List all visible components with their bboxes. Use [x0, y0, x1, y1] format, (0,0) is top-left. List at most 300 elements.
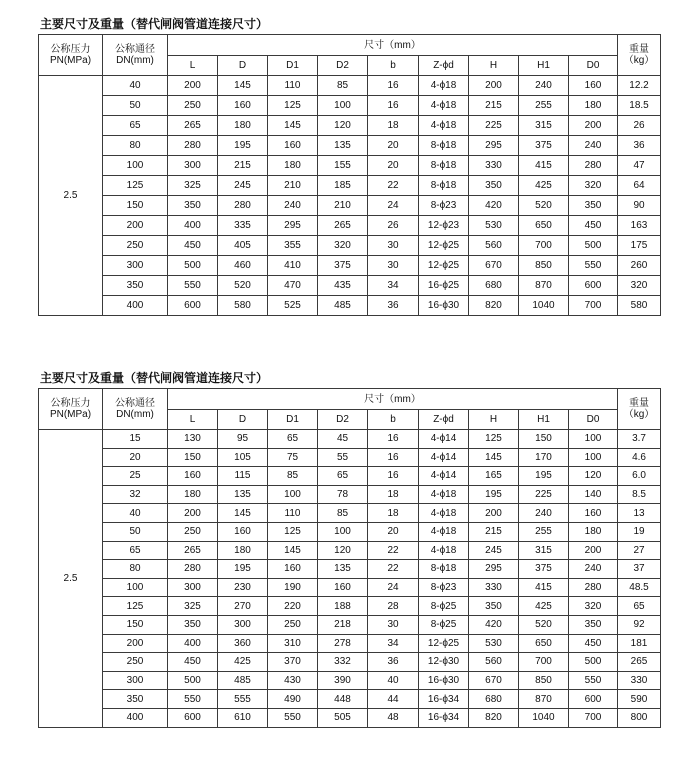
dimension-cell: 265	[318, 216, 368, 236]
dimension-cell: 550	[569, 671, 618, 690]
dimension-cell: 135	[318, 560, 368, 579]
dn-value: 400	[103, 708, 168, 727]
table-row	[39, 634, 661, 653]
dimension-cell: 200	[168, 504, 218, 523]
dimension-cell: 125	[268, 96, 318, 116]
pn-value: 2.5	[39, 76, 103, 316]
dimension-cell: 135	[318, 136, 368, 156]
dimension-cell: 425	[218, 653, 268, 672]
dimension-cell: 100	[569, 430, 618, 449]
col-header: D0	[569, 56, 618, 76]
dimension-cell: 180	[168, 485, 218, 504]
dn-value: 65	[103, 116, 168, 136]
weight-value: 8.5	[618, 485, 661, 504]
dimension-cell: 145	[469, 448, 519, 467]
table-row	[39, 216, 661, 236]
dimension-cell: 210	[318, 196, 368, 216]
dimension-cell: 8-ϕ18	[419, 560, 469, 579]
dimension-cell: 375	[318, 256, 368, 276]
dimension-cell: 65	[268, 430, 318, 449]
table-row	[39, 76, 661, 96]
dn-value: 350	[103, 690, 168, 709]
dimension-cell: 670	[469, 671, 519, 690]
dimension-cell: 22	[368, 560, 419, 579]
dimension-cell: 4-ϕ18	[419, 76, 469, 96]
dimension-cell: 160	[168, 467, 218, 486]
dimension-cell: 4-ϕ18	[419, 96, 469, 116]
dimension-cell: 185	[318, 176, 368, 196]
dimension-cell: 200	[469, 76, 519, 96]
dn-value: 20	[103, 448, 168, 467]
dn-value: 125	[103, 176, 168, 196]
dimension-cell: 160	[268, 560, 318, 579]
dimension-cell: 110	[268, 76, 318, 96]
dimension-cell: 240	[268, 196, 318, 216]
dimension-cell: 4-ϕ18	[419, 116, 469, 136]
dimension-cell: 550	[569, 256, 618, 276]
dimension-cell: 415	[519, 578, 569, 597]
dimension-cell: 160	[218, 96, 268, 116]
dimension-cell: 300	[168, 156, 218, 176]
dimension-cell: 125	[469, 430, 519, 449]
dimension-cell: 4-ϕ14	[419, 448, 469, 467]
dimension-cell: 150	[168, 448, 218, 467]
dimension-cell: 245	[218, 176, 268, 196]
spec-section-1	[38, 14, 662, 316]
weight-value: 26	[618, 116, 661, 136]
dimension-cell: 18	[368, 504, 419, 523]
dimension-cell: 1040	[519, 296, 569, 316]
dn-value: 15	[103, 430, 168, 449]
dimension-cell: 325	[168, 176, 218, 196]
table-row	[39, 276, 661, 296]
weight-value: 580	[618, 296, 661, 316]
dimension-cell: 295	[469, 136, 519, 156]
dimension-cell: 85	[318, 504, 368, 523]
dimension-cell: 430	[268, 671, 318, 690]
table-row	[39, 615, 661, 634]
dimension-cell: 250	[168, 96, 218, 116]
dn-value: 250	[103, 236, 168, 256]
table-row	[39, 504, 661, 523]
weight-value: 64	[618, 176, 661, 196]
dimension-cell: 120	[318, 541, 368, 560]
dimension-cell: 550	[168, 690, 218, 709]
dimension-cell: 18	[368, 116, 419, 136]
dimension-cell: 350	[168, 196, 218, 216]
spec-section-2	[38, 368, 662, 728]
dimension-cell: 12-ϕ30	[419, 653, 469, 672]
dn-value: 50	[103, 96, 168, 116]
weight-value: 47	[618, 156, 661, 176]
weight-value: 175	[618, 236, 661, 256]
size-header: 尺寸（mm）	[168, 389, 618, 410]
weight-value: 92	[618, 615, 661, 634]
dimension-cell: 8-ϕ23	[419, 196, 469, 216]
weight-header: 重量 （kg）	[618, 389, 661, 430]
dimension-cell: 195	[218, 560, 268, 579]
dimension-cell: 670	[469, 256, 519, 276]
col-header: b	[368, 56, 419, 76]
dimension-cell: 36	[368, 296, 419, 316]
weight-value: 13	[618, 504, 661, 523]
col-header: Z-ϕd	[419, 410, 469, 430]
dimension-cell: 16	[368, 96, 419, 116]
col-header: H1	[519, 56, 569, 76]
dimension-cell: 370	[268, 653, 318, 672]
weight-value: 48.5	[618, 578, 661, 597]
table-row	[39, 522, 661, 541]
col-header: L	[168, 56, 218, 76]
dimension-cell: 560	[469, 653, 519, 672]
dimension-cell: 600	[569, 690, 618, 709]
dimension-cell: 870	[519, 276, 569, 296]
table-row	[39, 196, 661, 216]
dimension-cell: 225	[519, 485, 569, 504]
col-header: Z-ϕd	[419, 56, 469, 76]
dimension-cell: 188	[318, 597, 368, 616]
dimension-cell: 24	[368, 196, 419, 216]
dimension-cell: 280	[218, 196, 268, 216]
weight-value: 330	[618, 671, 661, 690]
dimension-cell: 100	[569, 448, 618, 467]
dimension-cell: 120	[318, 116, 368, 136]
dimension-cell: 520	[519, 615, 569, 634]
dimension-cell: 450	[569, 216, 618, 236]
dimension-cell: 560	[469, 236, 519, 256]
dimension-cell: 500	[168, 671, 218, 690]
dimension-cell: 12-ϕ25	[419, 256, 469, 276]
weight-value: 181	[618, 634, 661, 653]
weight-value: 27	[618, 541, 661, 560]
dimension-cell: 820	[469, 708, 519, 727]
dimension-cell: 100	[318, 96, 368, 116]
dimension-cell: 45	[318, 430, 368, 449]
dimension-cell: 16-ϕ34	[419, 690, 469, 709]
col-header: L	[168, 410, 218, 430]
dimension-cell: 332	[318, 653, 368, 672]
col-header: H	[469, 56, 519, 76]
dimension-cell: 140	[569, 485, 618, 504]
dimension-cell: 225	[469, 116, 519, 136]
dimension-cell: 4-ϕ14	[419, 430, 469, 449]
dimension-cell: 22	[368, 541, 419, 560]
dimension-cell: 400	[168, 216, 218, 236]
dimension-cell: 165	[469, 467, 519, 486]
dn-value: 300	[103, 671, 168, 690]
dimension-cell: 390	[318, 671, 368, 690]
dimension-cell: 300	[218, 615, 268, 634]
dimension-cell: 435	[318, 276, 368, 296]
dimension-cell: 8-ϕ18	[419, 156, 469, 176]
dimension-cell: 650	[519, 634, 569, 653]
dimension-cell: 450	[569, 634, 618, 653]
dimension-cell: 850	[519, 256, 569, 276]
table-row	[39, 448, 661, 467]
dimension-cell: 485	[318, 296, 368, 316]
dimension-cell: 145	[218, 504, 268, 523]
col-header: D2	[318, 410, 368, 430]
dimension-cell: 255	[519, 96, 569, 116]
dimension-cell: 34	[368, 634, 419, 653]
table-row	[39, 560, 661, 579]
dimension-cell: 218	[318, 615, 368, 634]
dimension-cell: 250	[168, 522, 218, 541]
dimension-cell: 210	[268, 176, 318, 196]
dimension-cell: 310	[268, 634, 318, 653]
dimension-cell: 280	[569, 156, 618, 176]
dn-value: 300	[103, 256, 168, 276]
dn-value: 350	[103, 276, 168, 296]
dimension-cell: 4-ϕ18	[419, 541, 469, 560]
dimension-cell: 160	[268, 136, 318, 156]
dimension-cell: 4-ϕ18	[419, 485, 469, 504]
col-header: D2	[318, 56, 368, 76]
dimension-cell: 1040	[519, 708, 569, 727]
dimension-cell: 525	[268, 296, 318, 316]
dimension-cell: 12-ϕ25	[419, 634, 469, 653]
dn-value: 200	[103, 216, 168, 236]
pn-value: 2.5	[39, 430, 103, 728]
dimension-cell: 20	[368, 156, 419, 176]
dimension-cell: 125	[268, 522, 318, 541]
dimension-cell: 65	[318, 467, 368, 486]
dimension-cell: 160	[318, 578, 368, 597]
dimension-cell: 180	[569, 522, 618, 541]
dimension-cell: 110	[268, 504, 318, 523]
dimension-cell: 315	[519, 541, 569, 560]
dn-value: 40	[103, 76, 168, 96]
table-row	[39, 690, 661, 709]
dimension-cell: 145	[268, 541, 318, 560]
dimension-cell: 200	[569, 541, 618, 560]
dimension-cell: 450	[168, 653, 218, 672]
dimension-cell: 115	[218, 467, 268, 486]
weight-value: 320	[618, 276, 661, 296]
dimension-cell: 195	[218, 136, 268, 156]
dn-value: 25	[103, 467, 168, 486]
dimension-cell: 700	[569, 708, 618, 727]
weight-value: 163	[618, 216, 661, 236]
dimension-cell: 485	[218, 671, 268, 690]
dimension-cell: 295	[469, 560, 519, 579]
dimension-cell: 500	[168, 256, 218, 276]
table-row	[39, 597, 661, 616]
dimension-cell: 330	[469, 578, 519, 597]
dimension-cell: 120	[569, 467, 618, 486]
dimension-cell: 520	[519, 196, 569, 216]
dimension-cell: 265	[168, 116, 218, 136]
dimension-cell: 375	[519, 560, 569, 579]
table-row	[39, 136, 661, 156]
dimension-cell: 850	[519, 671, 569, 690]
dn-value: 200	[103, 634, 168, 653]
dimension-cell: 375	[519, 136, 569, 156]
dimension-cell: 170	[519, 448, 569, 467]
dn-header: 公称通径 DN(mm)	[103, 35, 168, 76]
dimension-cell: 16	[368, 448, 419, 467]
dimension-cell: 610	[218, 708, 268, 727]
dimension-cell: 16	[368, 467, 419, 486]
dimension-cell: 550	[268, 708, 318, 727]
dimension-cell: 215	[218, 156, 268, 176]
dimension-cell: 245	[469, 541, 519, 560]
pn-header: 公称压力 PN(MPa)	[39, 35, 103, 76]
dimension-cell: 700	[519, 653, 569, 672]
dimension-cell: 215	[469, 96, 519, 116]
table-row	[39, 671, 661, 690]
dimension-cell: 180	[218, 116, 268, 136]
table-row	[39, 256, 661, 276]
dimension-cell: 320	[569, 176, 618, 196]
dimension-cell: 448	[318, 690, 368, 709]
dimension-cell: 160	[569, 76, 618, 96]
dimension-cell: 160	[569, 504, 618, 523]
dimension-cell: 265	[168, 541, 218, 560]
dimension-cell: 420	[469, 615, 519, 634]
dimension-cell: 278	[318, 634, 368, 653]
dimension-cell: 34	[368, 276, 419, 296]
dimension-cell: 820	[469, 296, 519, 316]
dimension-cell: 160	[218, 522, 268, 541]
weight-value: 12.2	[618, 76, 661, 96]
dimension-cell: 95	[218, 430, 268, 449]
dimension-cell: 355	[268, 236, 318, 256]
dimension-cell: 130	[168, 430, 218, 449]
dimension-cell: 145	[268, 116, 318, 136]
table-row	[39, 116, 661, 136]
weight-value: 18.5	[618, 96, 661, 116]
dimension-cell: 530	[469, 634, 519, 653]
col-header: D1	[268, 410, 318, 430]
dn-value: 65	[103, 541, 168, 560]
dimension-cell: 18	[368, 485, 419, 504]
dimension-cell: 16-ϕ25	[419, 276, 469, 296]
dimension-cell: 295	[268, 216, 318, 236]
dimension-cell: 16-ϕ34	[419, 708, 469, 727]
dimension-cell: 85	[318, 76, 368, 96]
dimension-cell: 8-ϕ18	[419, 136, 469, 156]
dimension-cell: 78	[318, 485, 368, 504]
dimension-cell: 405	[218, 236, 268, 256]
dimension-cell: 16	[368, 76, 419, 96]
dimension-cell: 500	[569, 653, 618, 672]
table-row	[39, 541, 661, 560]
table-row	[39, 236, 661, 256]
dimension-cell: 22	[368, 176, 419, 196]
dimension-cell: 460	[218, 256, 268, 276]
weight-value: 6.0	[618, 467, 661, 486]
col-header: D	[218, 56, 268, 76]
col-header: b	[368, 410, 419, 430]
dimension-cell: 36	[368, 653, 419, 672]
dimension-cell: 600	[168, 708, 218, 727]
dimension-cell: 20	[368, 522, 419, 541]
dn-header: 公称通径 DN(mm)	[103, 389, 168, 430]
dn-value: 400	[103, 296, 168, 316]
dimension-table-2	[38, 388, 661, 728]
dimension-cell: 600	[168, 296, 218, 316]
dn-value: 80	[103, 136, 168, 156]
dimension-cell: 28	[368, 597, 419, 616]
dimension-cell: 12-ϕ25	[419, 236, 469, 256]
col-header: D1	[268, 56, 318, 76]
table-row	[39, 708, 661, 727]
weight-value: 4.6	[618, 448, 661, 467]
dimension-cell: 240	[519, 76, 569, 96]
dn-value: 80	[103, 560, 168, 579]
dimension-cell: 325	[168, 597, 218, 616]
dimension-cell: 255	[519, 522, 569, 541]
weight-value: 3.7	[618, 430, 661, 449]
size-header: 尺寸（mm）	[168, 35, 618, 56]
dimension-cell: 16-ϕ30	[419, 296, 469, 316]
dimension-cell: 26	[368, 216, 419, 236]
dimension-cell: 240	[569, 560, 618, 579]
col-header: D	[218, 410, 268, 430]
dimension-cell: 8-ϕ25	[419, 615, 469, 634]
col-header: H	[469, 410, 519, 430]
dimension-cell: 500	[569, 236, 618, 256]
dimension-cell: 30	[368, 615, 419, 634]
dn-value: 50	[103, 522, 168, 541]
dimension-cell: 200	[569, 116, 618, 136]
dimension-cell: 155	[318, 156, 368, 176]
dimension-cell: 16	[368, 430, 419, 449]
table-row	[39, 578, 661, 597]
dimension-cell: 105	[218, 448, 268, 467]
dimension-cell: 335	[218, 216, 268, 236]
dimension-cell: 580	[218, 296, 268, 316]
dn-value: 40	[103, 504, 168, 523]
dimension-cell: 30	[368, 236, 419, 256]
dimension-cell: 320	[318, 236, 368, 256]
dimension-cell: 180	[218, 541, 268, 560]
weight-value: 800	[618, 708, 661, 727]
dimension-cell: 425	[519, 597, 569, 616]
dimension-cell: 870	[519, 690, 569, 709]
col-header: D0	[569, 410, 618, 430]
dimension-cell: 100	[268, 485, 318, 504]
dimension-cell: 145	[218, 76, 268, 96]
section-title: 主要尺寸及重量（替代闸阀管道连接尺寸）	[40, 371, 269, 385]
dimension-cell: 415	[519, 156, 569, 176]
table-row	[39, 176, 661, 196]
dimension-cell: 195	[519, 467, 569, 486]
dimension-cell: 350	[569, 196, 618, 216]
dn-value: 150	[103, 615, 168, 634]
weight-value: 590	[618, 690, 661, 709]
dimension-cell: 300	[168, 578, 218, 597]
table-row	[39, 485, 661, 504]
section-title: 主要尺寸及重量（替代闸阀管道连接尺寸）	[40, 17, 269, 31]
table-row	[39, 653, 661, 672]
dimension-cell: 180	[268, 156, 318, 176]
dimension-cell: 230	[218, 578, 268, 597]
dimension-cell: 360	[218, 634, 268, 653]
dimension-cell: 40	[368, 671, 419, 690]
table-row	[39, 467, 661, 486]
dimension-cell: 4-ϕ18	[419, 522, 469, 541]
dimension-table-1	[38, 34, 661, 316]
dimension-cell: 8-ϕ23	[419, 578, 469, 597]
dimension-cell: 680	[469, 276, 519, 296]
dimension-cell: 320	[569, 597, 618, 616]
dimension-cell: 85	[268, 467, 318, 486]
dimension-cell: 240	[569, 136, 618, 156]
weight-header: 重量 （kg）	[618, 35, 661, 76]
weight-value: 19	[618, 522, 661, 541]
